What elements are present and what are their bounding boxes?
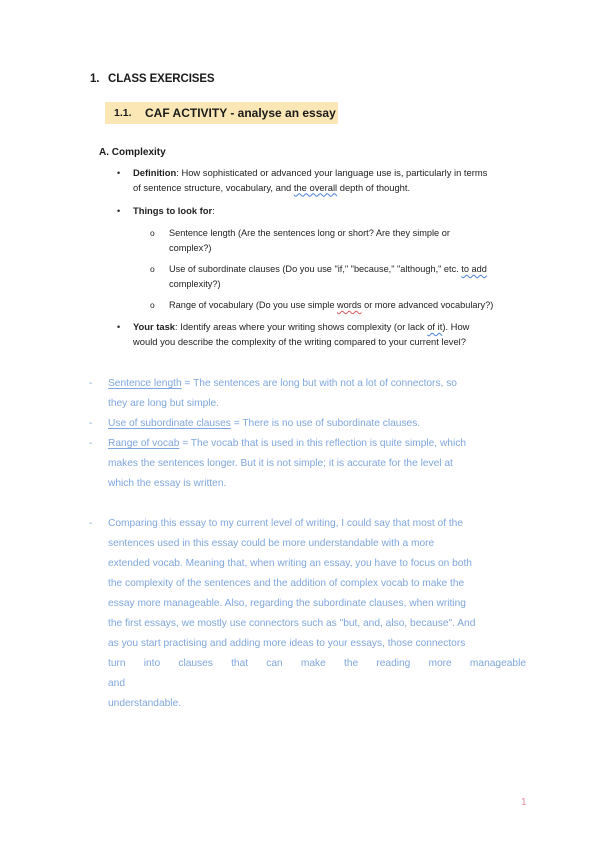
answer-vocab xyxy=(89,434,526,494)
answer-text: = The vocab that is used in this reflection is quite simple, which xyxy=(179,438,466,449)
sub-item-vocabulary xyxy=(150,298,494,313)
section-title: CLASS EXERCISES xyxy=(108,73,215,85)
definition-text-3: depth of thought. xyxy=(337,181,411,193)
bullet-icon: • xyxy=(117,206,121,216)
paragraph-line: the first essays, we mostly use connectors such as "but, and, also, because". And xyxy=(108,618,476,629)
things-bullet xyxy=(117,204,215,219)
paragraph-line: turn into clauses that can make the reading more manageable and xyxy=(108,658,526,689)
paragraph-line: sentences used in this essay could be more understandable with a more xyxy=(108,538,435,549)
task-label: Your task xyxy=(133,321,176,332)
circle-bullet-icon: o xyxy=(150,264,155,274)
dash-bullet: - xyxy=(89,378,93,389)
task-text: ). How xyxy=(442,321,470,332)
sub-item-text: Range of vocabulary (Do you use simple xyxy=(169,300,338,310)
circle-bullet-icon: o xyxy=(150,228,155,238)
page-number: 1 xyxy=(521,797,527,808)
sub-item-text: complexity?) xyxy=(169,278,221,289)
subheading-complexity: A. Complexity xyxy=(99,147,166,158)
paragraph-line: understandable. xyxy=(108,698,182,709)
answer-term-link[interactable]: Sentence length xyxy=(108,378,182,389)
definition-label: Definition xyxy=(133,167,177,178)
sub-item-subordinate xyxy=(150,262,487,291)
answer-term-link[interactable]: Range of vocab xyxy=(108,438,180,449)
circle-bullet-icon: o xyxy=(150,300,155,310)
spellcheck-word: words xyxy=(337,300,362,310)
section-heading xyxy=(90,73,215,85)
task-text-2: would you describe the complexity of the writing compared to your current level? xyxy=(133,335,466,347)
paragraph-line: Comparing this essay to my current level of writing, I could say that most of the xyxy=(108,518,464,529)
section-number: 1. xyxy=(90,73,100,85)
paragraph-line: the complexity of the sentences and the addition of complex vocab to make the xyxy=(108,578,465,589)
answer-term-link[interactable]: Use of subordinate clauses xyxy=(108,418,231,429)
sub-item-sentence-length xyxy=(150,226,450,255)
spellcheck-word: of it xyxy=(427,321,443,332)
subsection-title: CAF ACTIVITY - analyse an essay xyxy=(145,106,336,120)
things-label: Things to look for xyxy=(133,205,213,216)
sub-item-text: complex?) xyxy=(169,242,212,253)
bullet-icon: • xyxy=(117,322,121,332)
sub-item-text: Use of subordinate clauses (Do you use "if," "because," "although," etc. xyxy=(169,264,462,274)
bullet-icon: • xyxy=(117,168,121,178)
answer-sentence-length xyxy=(89,374,526,414)
answer-text: = The sentences are long but with not a lot of connectors, so xyxy=(181,378,457,389)
answer-text: they are long but simple. xyxy=(108,398,219,409)
dash-bullet: - xyxy=(89,418,93,429)
answer-text: which the essay is written. xyxy=(108,478,227,489)
definition-text-2: of sentence structure, vocabulary, and xyxy=(133,181,294,193)
spellcheck-word: to add xyxy=(461,264,487,274)
paragraph-line: as you start practising and adding more ideas to your essays, those connectors xyxy=(108,638,466,649)
task-text: : Identify areas where your writing shows complexity (or lack xyxy=(175,321,428,332)
dash-bullet: - xyxy=(89,438,93,449)
subsection-number: 1.1. xyxy=(114,107,132,119)
task-bullet xyxy=(117,320,470,349)
answer-subordinate xyxy=(89,414,526,434)
sub-item-text: or more advanced vocabulary?) xyxy=(361,300,494,310)
paragraph-line: extended vocab. Meaning that, when writing an essay, you have to focus on both xyxy=(108,558,472,569)
definition-text: : How sophisticated or advanced your language use is, particularly in terms xyxy=(176,167,488,178)
answer-text: makes the sentences longer. But it is not simple; it is accurate for the level at xyxy=(108,458,453,469)
answer-text: = There is no use of subordinate clauses. xyxy=(230,418,421,429)
paragraph-line: essay more manageable. Also, regarding the subordinate clauses, when writing xyxy=(108,598,466,609)
answer-comparison-paragraph xyxy=(89,514,526,714)
definition-bullet xyxy=(117,166,488,195)
subsection-heading xyxy=(105,102,338,124)
sub-item-text: Sentence length (Are the sentences long or short? Are they simple or xyxy=(169,228,450,238)
spellcheck-word: the overall xyxy=(293,181,338,193)
things-colon: : xyxy=(212,205,215,216)
dash-bullet: - xyxy=(89,518,93,529)
